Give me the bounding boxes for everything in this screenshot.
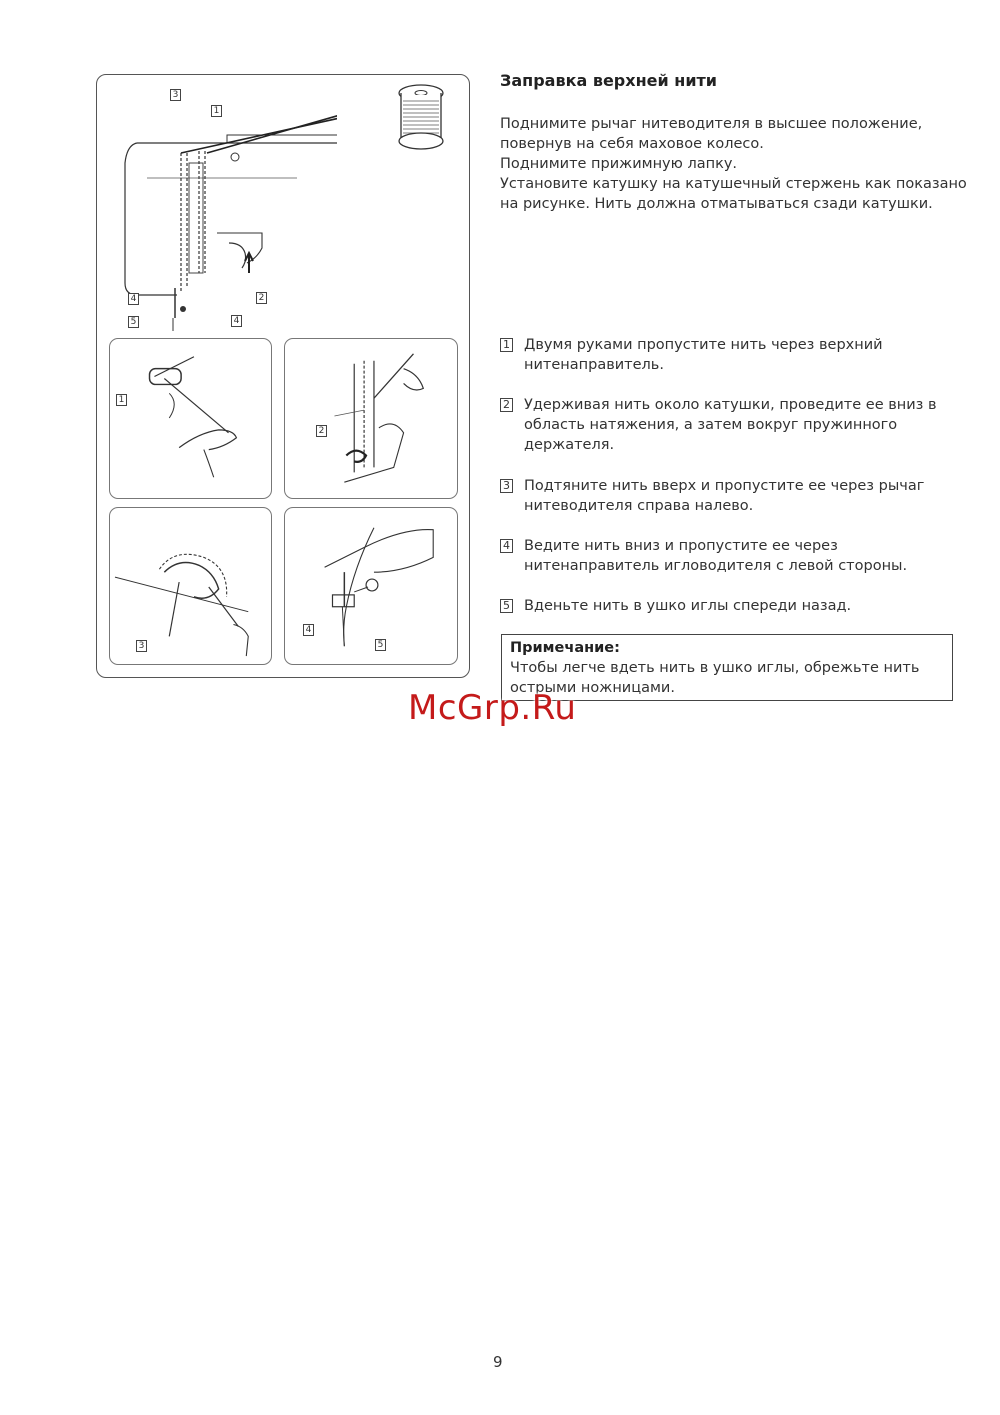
- note-line: острыми ножницами.: [510, 680, 675, 696]
- callout-4: 4: [303, 624, 314, 636]
- panel-step-4-5: [284, 507, 458, 665]
- step-line: нитеводителя справа налево.: [524, 498, 754, 514]
- step-line: Подтяните нить вверх и пропустите ее через рычаг: [524, 478, 925, 494]
- callout-4-lower: 4: [231, 315, 242, 327]
- step-line: область натяжения, а затем вокруг пружинного: [524, 417, 898, 433]
- step-number: 1: [500, 338, 513, 352]
- callout-2: 2: [316, 425, 327, 437]
- callout-2: 2: [256, 292, 267, 304]
- sewing-machine-illustration: [117, 83, 337, 338]
- needle-drawing: [285, 508, 457, 664]
- callout-5: 5: [375, 639, 386, 651]
- step-number: 2: [500, 398, 513, 412]
- threading-figure: [96, 74, 470, 678]
- panel-step-1: [109, 338, 272, 499]
- tension-area-drawing: [285, 339, 457, 498]
- step-number: 3: [500, 479, 513, 493]
- panel-step-2: [284, 338, 458, 499]
- callout-1: 1: [211, 105, 222, 117]
- step-text: [524, 335, 954, 375]
- note-title: Примечание:: [510, 640, 620, 656]
- page-title: Заправка верхней нити: [500, 71, 718, 90]
- takeup-lever-drawing: [110, 508, 271, 664]
- step-line: держателя.: [524, 437, 615, 453]
- intro-line: Поднимите рычаг нитеводителя в высшее положение,: [500, 116, 923, 132]
- step-text: [524, 536, 954, 576]
- intro-paragraph: [500, 114, 967, 214]
- step-line: нитенаправитель игловодителя с левой стороны.: [524, 558, 908, 574]
- callout-1: 1: [116, 394, 127, 406]
- intro-line: Поднимите прижимную лапку.: [500, 156, 738, 172]
- step-text: [524, 395, 954, 455]
- thread-guide-drawing: [110, 339, 271, 498]
- callout-3: 3: [136, 640, 147, 652]
- watermark: McGrp.Ru: [408, 688, 577, 728]
- spool-icon: [393, 83, 449, 153]
- note-line: Чтобы легче вдеть нить в ушко иглы, обрежьте нить: [510, 660, 920, 676]
- sewing-machine-drawing: [117, 83, 337, 338]
- intro-line: Установите катушку на катушечный стержень как показано: [500, 176, 967, 192]
- step-text: [524, 476, 954, 516]
- page-number: 9: [493, 1353, 503, 1371]
- panel-step-3: [109, 507, 272, 665]
- step-line: нитенаправитель.: [524, 357, 664, 373]
- step-number: 4: [500, 539, 513, 553]
- callout-3: 3: [170, 89, 181, 101]
- callout-4: 4: [128, 293, 139, 305]
- step-line: Удерживая нить около катушки, проведите ее вниз в: [524, 397, 937, 413]
- callout-5: 5: [128, 316, 139, 328]
- step-line: Ведите нить вниз и пропустите ее через: [524, 538, 838, 554]
- step-line: Вденьте нить в ушко иглы спереди назад.: [524, 598, 852, 614]
- step-number: 5: [500, 599, 513, 613]
- step-line: Двумя руками пропустите нить через верхний: [524, 337, 883, 353]
- intro-line: на рисунке. Нить должна отматываться сзади катушки.: [500, 196, 933, 212]
- intro-line: повернув на себя маховое колесо.: [500, 136, 764, 152]
- step-text: [524, 596, 954, 616]
